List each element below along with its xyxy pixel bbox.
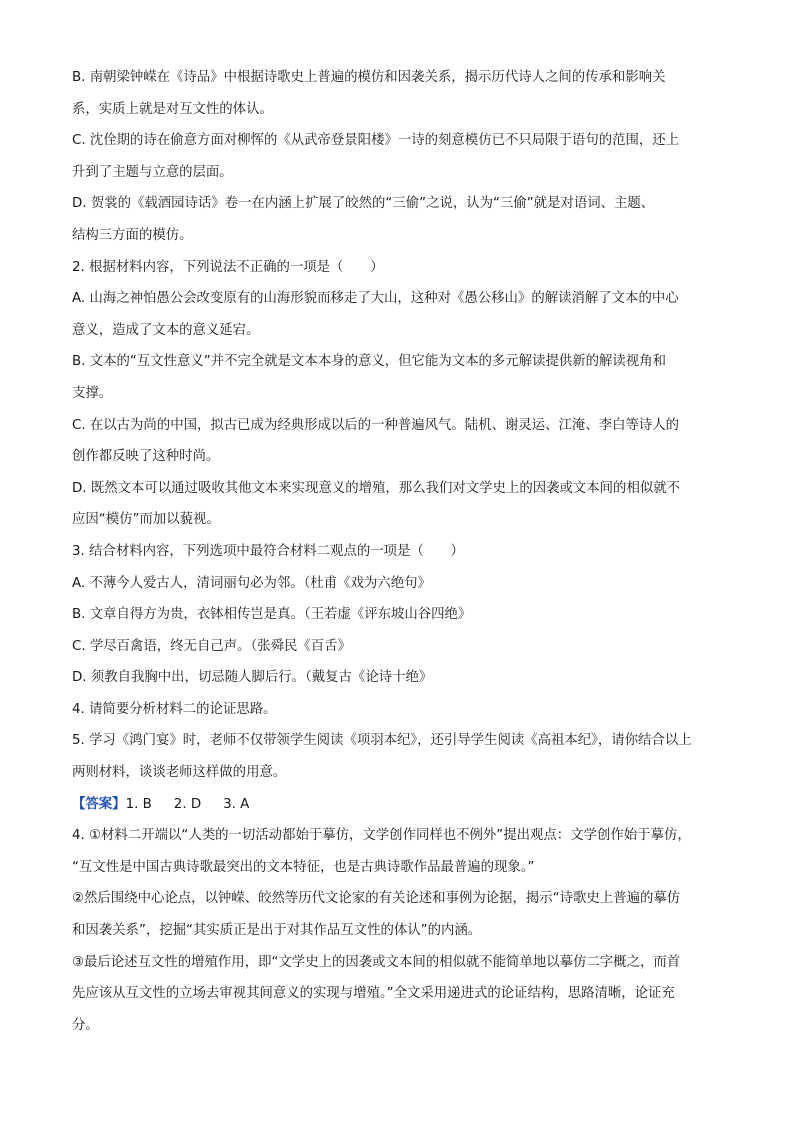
question-3-stem: 3. 结合材料内容，下列选项中最符合材料二观点的一项是（ ） bbox=[72, 543, 464, 559]
text-line: D. 贺裳的《载酒园诗话》卷一在内涵上扩展了皎然的“三偷”之说，认为“三偷”就是对语词、主题、 bbox=[72, 196, 655, 212]
text-line: C. 学尽百禽语，终无自己声。（张舜民《百舌》 bbox=[72, 638, 351, 654]
answer-item: 3. A bbox=[223, 796, 250, 812]
text-line: ③最后论述互文性的增殖作用，即“文学史上的因袭或文本间的相似就不能简单地以摹仿二字概之，而首 bbox=[72, 954, 681, 970]
text-line: B. 南朝梁钟嵘在《诗品》中根据诗歌史上普遍的模仿和因袭关系，揭示历代诗人之间的传承和影响关 bbox=[72, 70, 666, 85]
analysis-text bbox=[72, 820, 724, 1041]
text-line: 系，实质上就是对互文性的体认。 bbox=[72, 101, 273, 117]
text-line: 先应该从互文性的立场去审视其间意义的实现与增殖。”全文采用递进式的论证结构，思路清晰，论证充 bbox=[72, 986, 675, 1002]
text-line: 升到了主题与立意的层面。 bbox=[72, 164, 233, 180]
text-line: 4. ①材料二开端以“人类的一切活动都始于摹仿，文学创作同样也不例外”提出观点：文学创作始于摹仿， bbox=[72, 828, 691, 844]
answer-label: 【答案】 bbox=[72, 796, 126, 812]
text-line: C. 沈佺期的诗在偷意方面对柳恽的《从武帝登景阳楼》一诗的刻意模仿已不只局限于语句的范围，还上 bbox=[72, 133, 680, 149]
question-4-stem: 4. 请简要分析材料二的论证思路。 bbox=[72, 701, 277, 717]
text-line: A. 山海之神怕愚公会改变原有的山海形貌而移走了大山，这种对《愚公移山》的解读消解了文本的中心 bbox=[72, 291, 679, 307]
text-line: A. 不薄今人爱古人，清词丽句必为邻。（杜甫《戏为六绝句》 bbox=[72, 575, 431, 591]
answer-item: 2. D bbox=[173, 796, 202, 812]
question-2-stem: 2. 根据材料内容，下列说法不正确的一项是（ ） bbox=[72, 259, 384, 275]
text-line: “互文性是中国古典诗歌最突出的文本特征，也是古典诗歌作品最普遍的现象。” bbox=[72, 859, 535, 875]
text-line: D. 既然文本可以通过吸收其他文本来实现意义的增殖，那么我们对文学史上的因袭或文本间的相似就不 bbox=[72, 480, 681, 496]
answer-row bbox=[72, 789, 724, 821]
text-line: 分。 bbox=[72, 1017, 99, 1033]
text-line: 意义，造成了文本的意义延宕。 bbox=[72, 322, 260, 338]
text-line: 应因“模仿”而加以藐视。 bbox=[72, 512, 220, 528]
answer-item: 1. B bbox=[125, 796, 152, 812]
text-line: 两则材料，谈谈老师这样做的用意。 bbox=[72, 765, 287, 781]
question-5-stem: 5. 学习《鸿门宴》时，老师不仅带领学生阅读《项羽本纪》，还引导学生阅读《高祖本纪》，请你结合以上 bbox=[72, 733, 692, 749]
text-line: 和因袭关系”，挖掘“其实质正是出于对其作品互文性的体认”的内涵。 bbox=[72, 923, 482, 939]
text-line: 支撑。 bbox=[72, 385, 113, 401]
text-line: D. 须教自我胸中出，切忌随人脚后行。（戴复古《论诗十绝》 bbox=[72, 670, 433, 686]
text-line: ②然后围绕中心论点，以钟嵘、皎然等历代文论家的有关论述和事例为论据，揭示“诗歌史上普遍的摹仿 bbox=[72, 891, 681, 907]
text-line: 结构三方面的模仿。 bbox=[72, 227, 193, 243]
question-text bbox=[72, 62, 724, 789]
text-line: 创作都反映了这种时尚。 bbox=[72, 449, 220, 465]
text-line: B. 文章自得方为贵，衣钵相传岂是真。（王若虚《评东坡山谷四绝》 bbox=[72, 607, 472, 623]
text-line: C. 在以古为尚的中国，拟古已成为经典形成以后的一种普遍风气。陆机、谢灵运、江淹、李白等诗人的 bbox=[72, 417, 680, 433]
text-line: B. 文本的“互文性意义”并不完全就是文本本身的意义，但它能为文本的多元解读提供新的解读视角和 bbox=[72, 354, 666, 370]
